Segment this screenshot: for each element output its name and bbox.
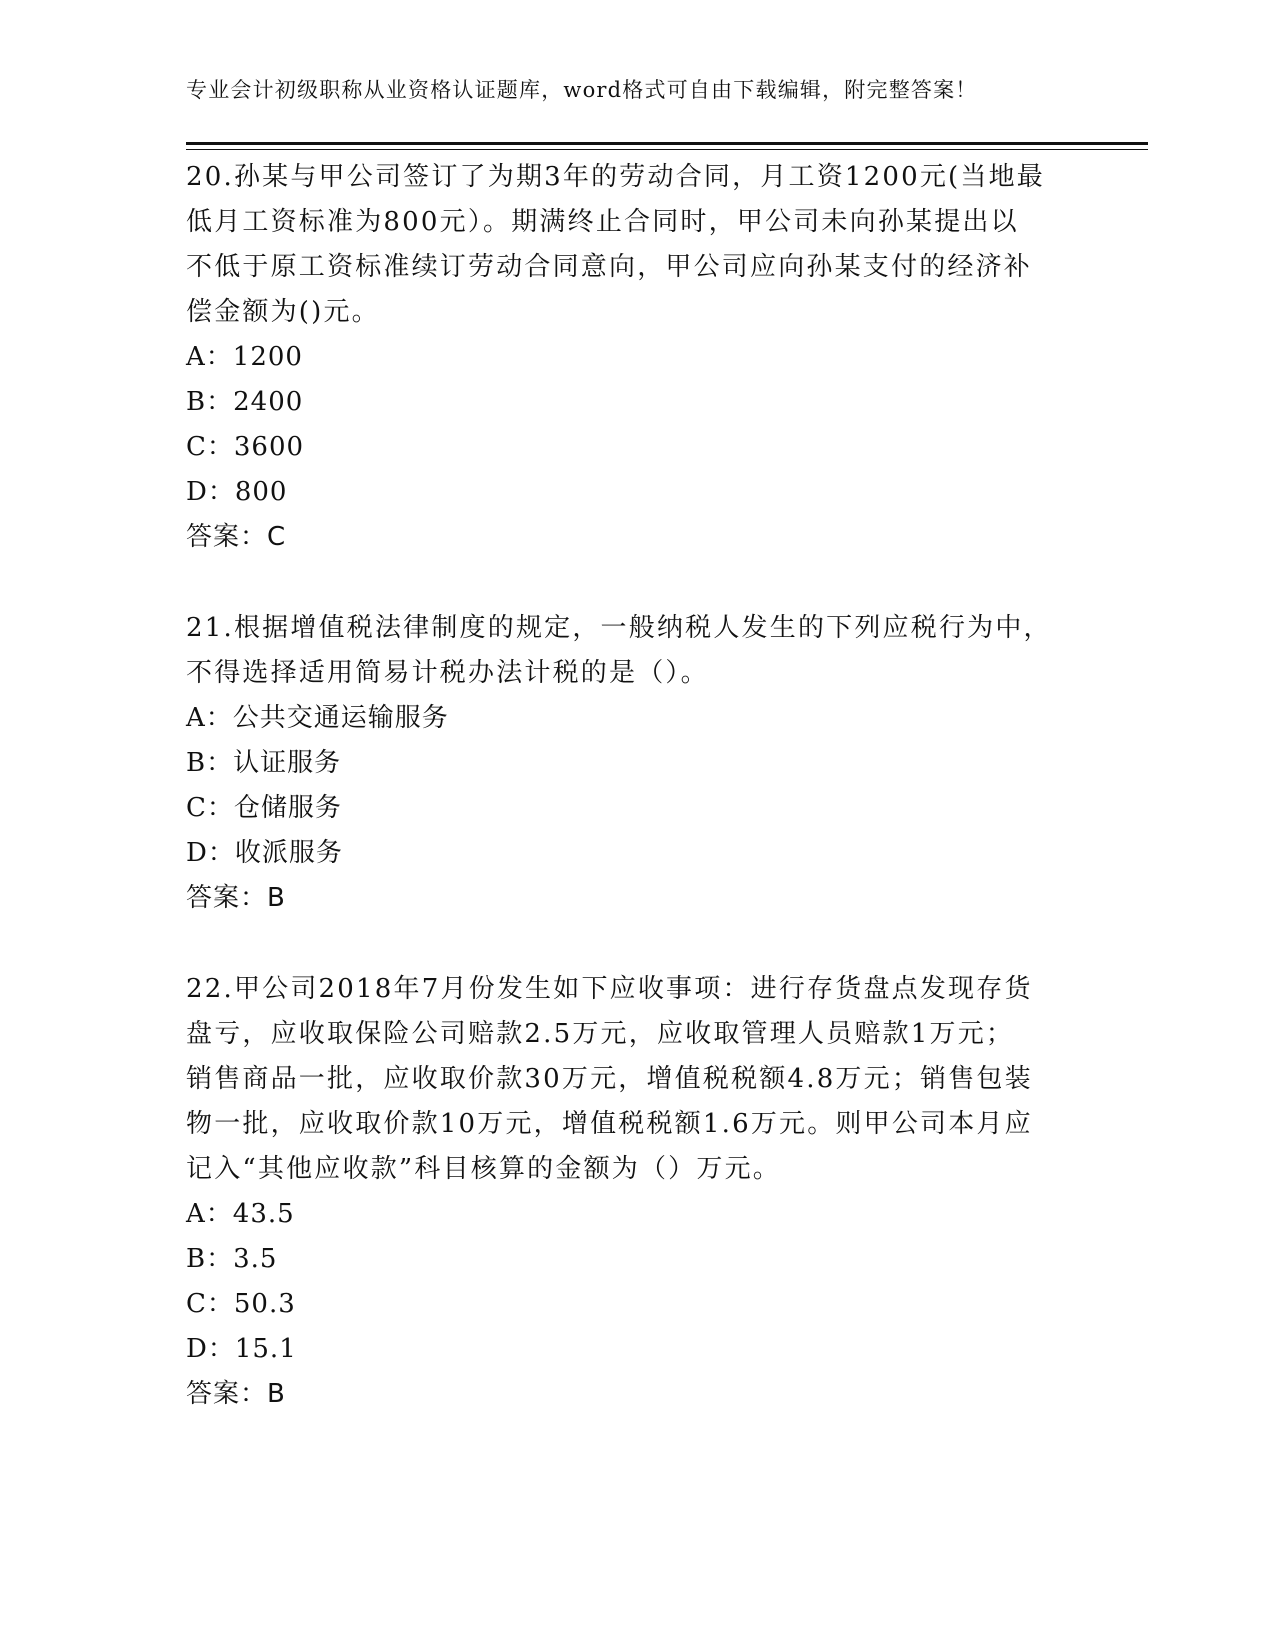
question-stem-line: 物一批，应收取价款10万元，增值税税额1.6万元。则甲公司本月应	[186, 1109, 1033, 1139]
question-21	[186, 606, 1086, 921]
option-c: C：3600	[186, 432, 305, 462]
question-stem-line: 不低于原工资标准续订劳动合同意向，甲公司应向孙某支付的经济补	[186, 252, 1033, 282]
question-stem-line: 盘亏，应收取保险公司赔款2.5万元，应收取管理人员赔款1万元；	[186, 1019, 1015, 1049]
option-b: B：2400	[186, 387, 304, 417]
option-d: D：收派服务	[186, 838, 343, 868]
option-a: A：43.5	[186, 1199, 295, 1229]
question-stem-line: 20.孙某与甲公司签订了为期3年的劳动合同，月工资1200元(当地最	[186, 162, 1046, 192]
option-a: A：公共交通运输服务	[186, 703, 449, 733]
answer-line: 答案：C	[186, 522, 287, 552]
option-a: A：1200	[186, 342, 303, 372]
option-c: C：仓储服务	[186, 793, 342, 823]
option-c: C：50.3	[186, 1289, 296, 1319]
question-stem-line: 销售商品一批，应收取价款30万元，增值税税额4.8万元；销售包装	[186, 1064, 1033, 1094]
question-20	[186, 155, 1086, 560]
document-header: 专业会计初级职称从业资格认证题库，word格式可自由下载编辑，附完整答案！	[186, 78, 978, 102]
question-22	[186, 967, 1086, 1417]
question-stem-line: 低月工资标准为800元）。期满终止合同时，甲公司未向孙某提出以	[186, 207, 1019, 237]
option-b: B：3.5	[186, 1244, 278, 1274]
answer-line: 答案：B	[186, 1379, 286, 1409]
question-stem-line: 记入“其他应收款”科目核算的金额为（）万元。	[186, 1154, 781, 1184]
header-rule-thin	[186, 149, 1148, 150]
question-stem-line: 偿金额为()元。	[186, 297, 380, 327]
question-stem-line: 21.根据增值税法律制度的规定，一般纳税人发生的下列应税行为中，	[186, 613, 1052, 643]
question-stem-line: 22.甲公司2018年7月份发生如下应收事项：进行存货盘点发现存货	[186, 974, 1033, 1004]
answer-line: 答案：B	[186, 883, 286, 913]
question-stem-line: 不得选择适用简易计税办法计税的是（）。	[186, 658, 709, 688]
option-d: D：15.1	[186, 1334, 297, 1364]
option-d: D：800	[186, 477, 288, 507]
question-list	[186, 155, 1086, 1463]
option-b: B：认证服务	[186, 748, 342, 778]
header-rule-thick	[186, 142, 1148, 145]
